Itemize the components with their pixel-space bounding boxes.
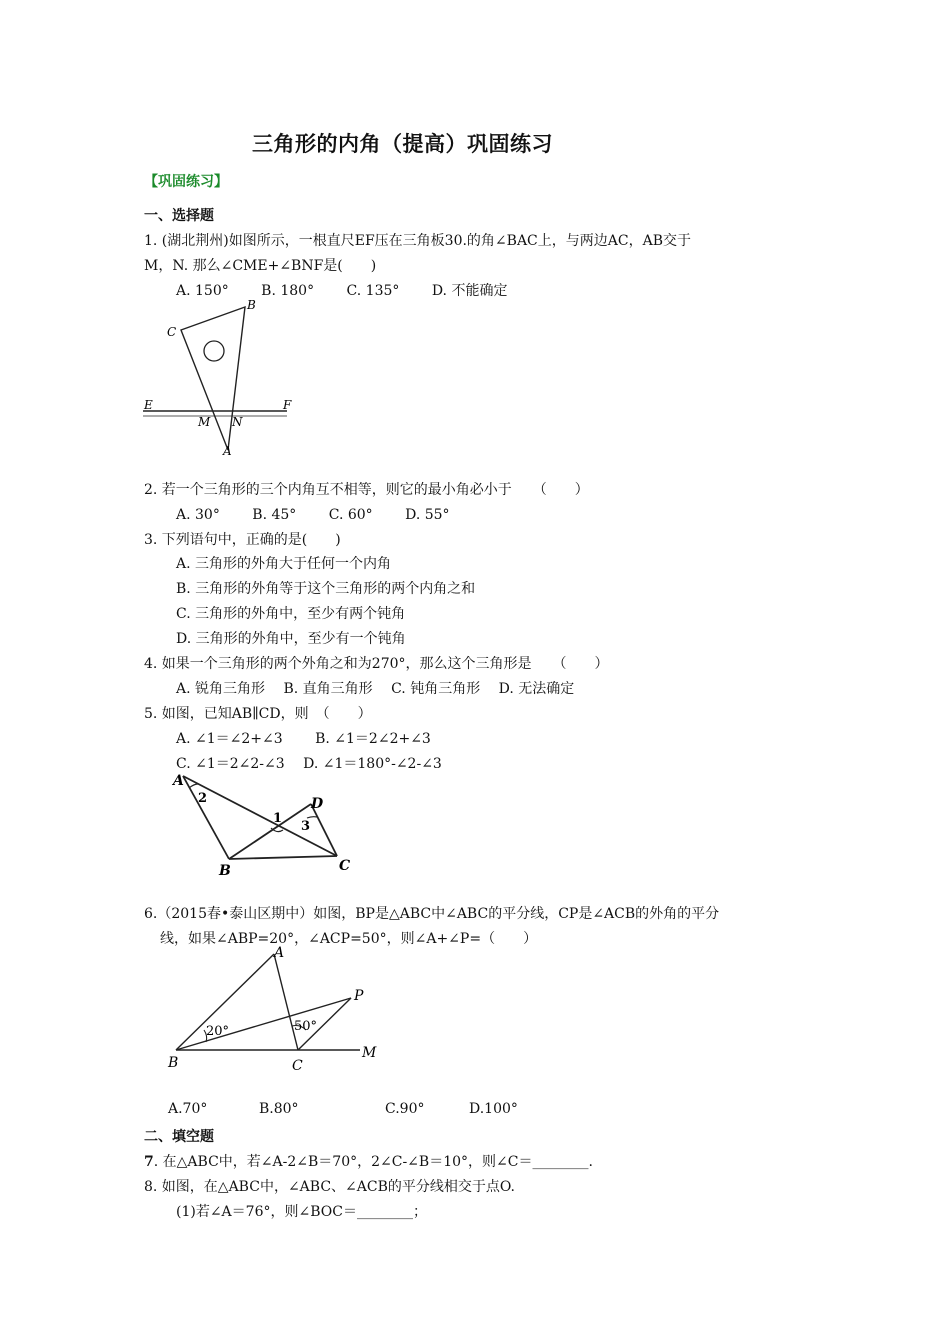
q6-option-c: C.90° <box>385 1101 425 1117</box>
q1-label-n: N <box>232 415 243 429</box>
q7-line <box>144 1151 593 1171</box>
q3-option-b: B. 三角形的外角等于这个三角形的两个内角之和 <box>176 581 476 597</box>
q8-sub1: (1)若∠A＝76°，则∠BOC＝________； <box>176 1204 427 1220</box>
q3-option-c: C. 三角形的外角中，至少有两个钝角 <box>176 606 406 622</box>
q3-option-d: D. 三角形的外角中，至少有一个钝角 <box>176 631 406 647</box>
q5-label-c: C <box>339 858 351 874</box>
q6-label-a: A <box>274 945 285 961</box>
q5-options-cd: C. ∠1＝2∠2-∠3 D. ∠1＝180°-∠2-∠3 <box>176 756 442 772</box>
q5-line-bc <box>229 856 337 859</box>
q5-label-b: B <box>219 863 231 879</box>
q6-stem-line1: 6.（2015春•泰山区期中）如图，BP是△ABC中∠ABC的平分线，CP是∠ACB的外角的平分 <box>144 906 720 922</box>
q5-label-1: 1 <box>273 811 283 826</box>
q6-label-angle-50: 50° <box>294 1019 318 1034</box>
q8-stem: 8. 如图，在△ABC中，∠ABC、∠ACB的平分线相交于点O. <box>144 1179 515 1195</box>
section-choice-heading: 一、选择题 <box>144 208 214 224</box>
q5-figure <box>165 768 365 880</box>
q5-label-a: A <box>173 773 184 789</box>
q5-angle-2-arc <box>189 784 198 788</box>
q1-label-a: A <box>223 444 232 458</box>
q2-stem: 2. 若一个三角形的三个内角互不相等，则它的最小角必小于 （ ） <box>144 482 589 498</box>
q6-label-p: P <box>354 988 364 1004</box>
q7-number: 7 <box>144 1154 154 1170</box>
q6-label-m: M <box>362 1045 377 1061</box>
q3-option-a: A. 三角形的外角大于任何一个内角 <box>176 556 392 572</box>
q6-label-angle-20: 20° <box>206 1024 230 1039</box>
q5-label-2: 2 <box>198 791 208 806</box>
q6-stem-line2: 线，如果∠ABP=20°，∠ACP=50°，则∠A+∠P=（ ） <box>160 931 538 947</box>
q1-options: A. 150° B. 180° C. 135° D. 不能确定 <box>176 283 508 299</box>
q5-line-bd <box>229 804 311 859</box>
q1-ruler-hole <box>204 341 224 361</box>
q1-stem-line1: 1. (湖北荆州)如图所示，一根直尺EF压在三角板30.的角∠BAC上，与两边AC，AB交于 <box>144 233 691 249</box>
q3-stem: 3. 下列语句中，正确的是( ) <box>144 532 341 548</box>
q5-label-3: 3 <box>301 819 311 834</box>
q1-stem-line2: M，N. 那么∠CME+∠BNF是( ) <box>144 258 377 274</box>
q1-label-f: F <box>283 398 292 412</box>
q1-figure <box>135 295 305 460</box>
q6-label-b: B <box>168 1055 179 1071</box>
q5-options-ab: A. ∠1＝∠2+∠3 B. ∠1＝2∠2+∠3 <box>176 731 431 747</box>
q6-option-d: D.100° <box>469 1101 518 1117</box>
section-fill-heading: 二、填空题 <box>144 1129 214 1145</box>
q1-label-m: M <box>198 415 211 429</box>
q6-figure <box>160 942 390 1077</box>
q6-option-a: A.70° <box>168 1101 208 1117</box>
q5-label-d: D <box>311 796 324 812</box>
q6-label-c: C <box>292 1058 303 1074</box>
practice-subheading: 【巩固练习】 <box>144 174 228 190</box>
q1-label-b: B <box>247 298 256 312</box>
q6-option-b: B.80° <box>259 1101 299 1117</box>
q4-stem: 4. 如果一个三角形的两个外角之和为270°，那么这个三角形是 （ ） <box>144 656 609 672</box>
q5-stem: 5. 如图，已知AB∥CD，则 （ ） <box>144 706 372 722</box>
q5-angle-3-arc <box>307 817 317 818</box>
page-title: 三角形的内角（提高）巩固练习 <box>252 131 553 156</box>
q7-text: . 在△ABC中，若∠A-2∠B＝70°，2∠C-∠B＝10°，则∠C＝________. <box>153 1154 593 1170</box>
q1-label-c: C <box>167 325 177 339</box>
q1-label-e: E <box>144 398 153 412</box>
q6-line-ac <box>274 954 298 1050</box>
q2-options: A. 30° B. 45° C. 60° D. 55° <box>176 507 450 523</box>
q4-options: A. 锐角三角形 B. 直角三角形 C. 钝角三角形 D. 无法确定 <box>176 681 575 697</box>
